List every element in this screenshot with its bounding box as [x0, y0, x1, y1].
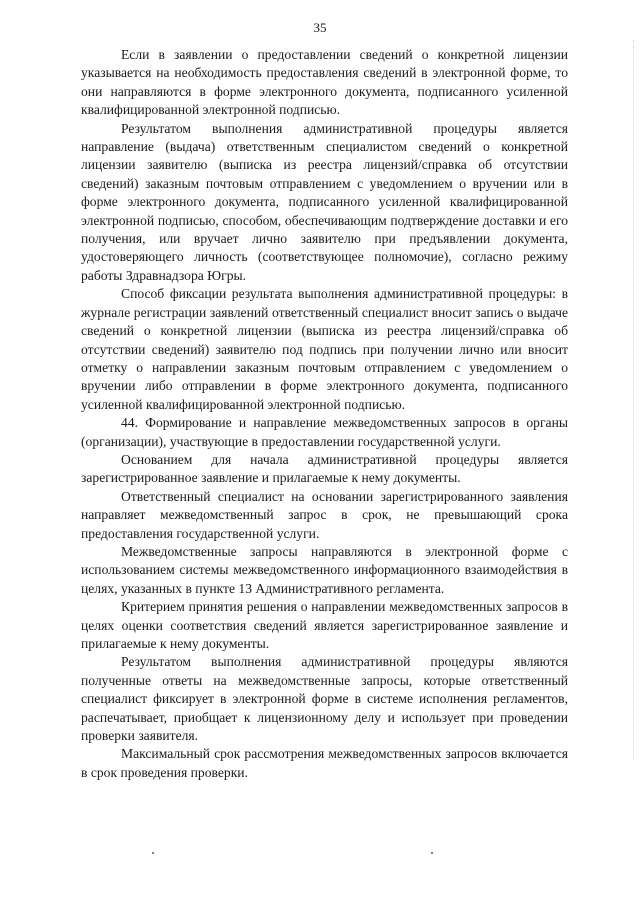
paragraph-procedure-result: Результатом выполнения административной процедуры является направление (выдача) ответственным специалистом сведений о конкретной лицензии заявителю (выписка из реестра лицензий/справка об отсутствии сведений) заказным почтовым отправлением с уведомлением о вручении или в форме электронного документа, подписанного усиленной квалифицированной электронной подписью, способом, обеспечивающим подтверждение доставки и его получения, или вручает лично заявителю при предъявлении документа, удостоверяющего личность (соответствующее полномочие), согласно режиму работы Здравнадзора Югры.	[81, 120, 568, 283]
scan-edge-artifact	[631, 40, 634, 760]
paragraph-section-44: 44. Формирование и направление межведомственных запросов в органы (организации), участвующие в предоставлении государственной услуги.	[81, 415, 568, 449]
paragraph-electronic-form: Если в заявлении о предоставлении сведений о конкретной лицензии указывается на необходимость предоставления сведений в электронной форме, то они направляются в форме электронного документа, подписанного усиленной квалифицированной электронной подписью.	[81, 47, 568, 118]
paragraph-max-term: Максимальный срок рассмотрения межведомственных запросов включается в срок проведения проверки.	[81, 746, 568, 780]
paragraph-electronic-requests: Межведомственные запросы направляются в электронной форме с использованием системы межведомственного информационного взаимодействия в целях, указанных в пункте 13 Административного регламента.	[81, 543, 568, 596]
paragraph-requests-result: Результатом выполнения административной процедуры являются полученные ответы на межведомственные запросы, которые ответственный специалист фиксирует в электронной форме в системе исполнения регламентов, распечатывает, приобщает к лицензионному делу и использует при проведении проверки заявителя.	[81, 654, 568, 744]
paragraph-responsible-specialist: Ответственный специалист на основании зарегистрированного заявления направляет межведомственный запрос в срок, не превышающий срока предоставления государственной услуги.	[81, 488, 568, 541]
scan-speck	[152, 852, 154, 854]
paragraph-fixation-method: Способ фиксации результата выполнения административной процедуры: в журнале регистрации заявлений ответственный специалист вносит запись о выдаче сведений о конкретной лицензии (выписка из реестра лицензий/справка об отсутствии сведений) заявителю под подпись при получении лично или вносит отметку о направлении заказным почтовым отправлением с уведомлением о вручении либо отправлении в форме электронного документа, подписанного усиленной квалифицированной электронной подписью.	[81, 286, 568, 412]
document-body	[81, 46, 568, 782]
page-number: 35	[313, 20, 327, 35]
paragraph-basis: Основанием для начала административной процедуры является зарегистрированное заявление и прилагаемые к нему документы.	[81, 451, 568, 486]
scan-speck	[431, 852, 433, 854]
paragraph-decision-criterion: Критерием принятия решения о направлении межведомственных запросов в целях оценки соответствия сведений является зарегистрированное заявление и прилагаемые к нему документы.	[81, 599, 568, 651]
